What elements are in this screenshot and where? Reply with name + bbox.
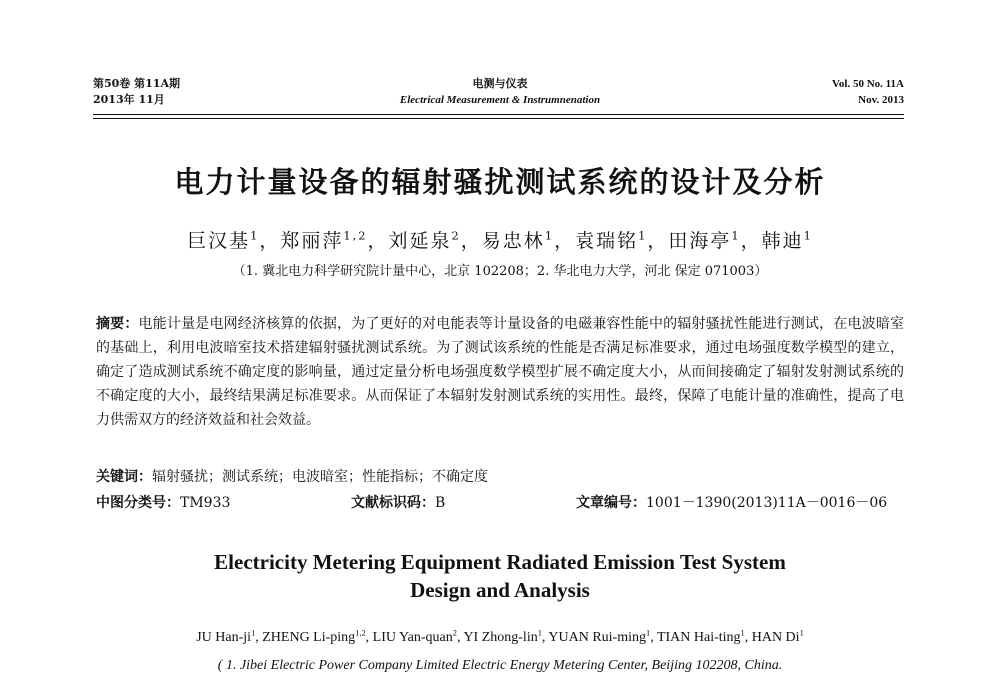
author-cn: 郑丽萍$^{1,2}$ bbox=[280, 228, 368, 252]
journal-name-en: Electrical Measurement & Instrumnenation bbox=[399, 94, 601, 106]
author-en: TIAN Hai-ting$^1$ bbox=[656, 628, 745, 645]
author-cn: 田海亭$^1$ bbox=[668, 228, 741, 252]
affiliation-en: ( 1. Jibei Electric Power Company Limited Electric Energy Metering Center, Beijing 102208, China. bbox=[217, 658, 783, 673]
clc-number: 中图分类号：TM933 bbox=[96, 495, 231, 511]
date-cn: 2013年 11月 bbox=[93, 93, 165, 106]
author-cn: 韩迪$^1$ bbox=[761, 228, 813, 252]
paper-title-cn: 电力计量设备的辐射骚扰测试系统的设计及分析 bbox=[174, 165, 826, 199]
author-en: JU Han-$ji^1$ bbox=[196, 628, 256, 645]
document-code: 文献标识码：B bbox=[351, 495, 446, 511]
author-en: YI Zhong-lin$^1$ bbox=[463, 628, 542, 645]
journal-volume-en bbox=[832, 76, 904, 108]
author-cn: 易忠林$^1$ bbox=[481, 228, 555, 252]
journal-name-cn: 电测与仪表 bbox=[472, 77, 528, 90]
author-en: LIU Yan-quan$^2$ bbox=[372, 628, 457, 645]
header-rule-top bbox=[93, 114, 904, 115]
author-cn: 刘延泉$^2$ bbox=[388, 228, 461, 252]
author-cn: 巨汉基$^1$ bbox=[187, 228, 260, 252]
author-cn: 袁瑞铭$^1$ bbox=[575, 228, 648, 252]
paper-title-en-line2: Design and Analysis bbox=[410, 578, 590, 602]
keywords bbox=[96, 467, 904, 487]
abstract-text: 电能计量是电网经济核算的依据，为了更好的对电能表等计量设备的电磁兼容性能中的辐射骚扰性能进行测试，在电波暗室的基础上，利用电波暗室技术搭建辐射骚扰测试系统。为了测试该系统的性能是否满足标准要求，通过电场强度数学模型的建立，确定了造成测试系统不确定度的影响量，通过定量分析电场强度数学模型扩展不确定度大小，从而间接确定了辐射发射测试系统的不确定度的大小，最终结果满足标准要求。从而保证了本辐射发射测试系统的实用性。最终，保障了电能计量的准确性，提高了电力供需双方的经济效益和社会效益。 bbox=[96, 316, 905, 428]
volume-issue-cn: 第50卷 第11A期 bbox=[93, 77, 180, 90]
author-en: YUAN Rui-ming$^1$ bbox=[548, 628, 651, 645]
affiliation-cn: （1. 冀北电力科学研究院计量中心，北京 102208；2. 华北电力大学，河北 保定 071003） bbox=[232, 264, 768, 279]
header-rule-bottom bbox=[93, 118, 904, 119]
abstract bbox=[96, 312, 904, 432]
paper-title-en bbox=[0, 548, 1000, 604]
author-en: ZHENG Li-ping$^{1,2}$ bbox=[262, 628, 366, 645]
author-list-cn: 巨汉基$^1$，郑丽萍$^{1,2}$，刘延泉$^2$，易忠林$^1$，袁瑞铭$^1$，田海亭$^1$，韩迪$^1$ bbox=[187, 228, 813, 252]
abstract-label: 摘要： bbox=[96, 316, 139, 332]
author-en: HAN Di$^1$ bbox=[751, 628, 804, 645]
date-en: Nov. 2013 bbox=[858, 94, 904, 106]
author-list-en: JU Han-$ji^1$, ZHENG Li-ping$^{1,2}$, LIU Yan-quan$^2$, YI Zhong-lin$^1$, YUAN Rui-ming$^1$, TIAN Hai-ting$^1$, HAN Di$^1$ bbox=[196, 628, 804, 645]
paper-title-en-line1: Electricity Metering Equipment Radiated Emission Test System bbox=[214, 550, 786, 574]
keywords-text: 辐射骚扰；测试系统；电波暗室；性能指标；不确定度 bbox=[152, 469, 488, 485]
volume-issue-en: Vol. 50 No. 11A bbox=[831, 78, 904, 90]
article-number: 文章编号：1001－1390(2013)11A－0016－06 bbox=[576, 495, 888, 511]
keywords-label: 关键词： bbox=[96, 469, 152, 485]
